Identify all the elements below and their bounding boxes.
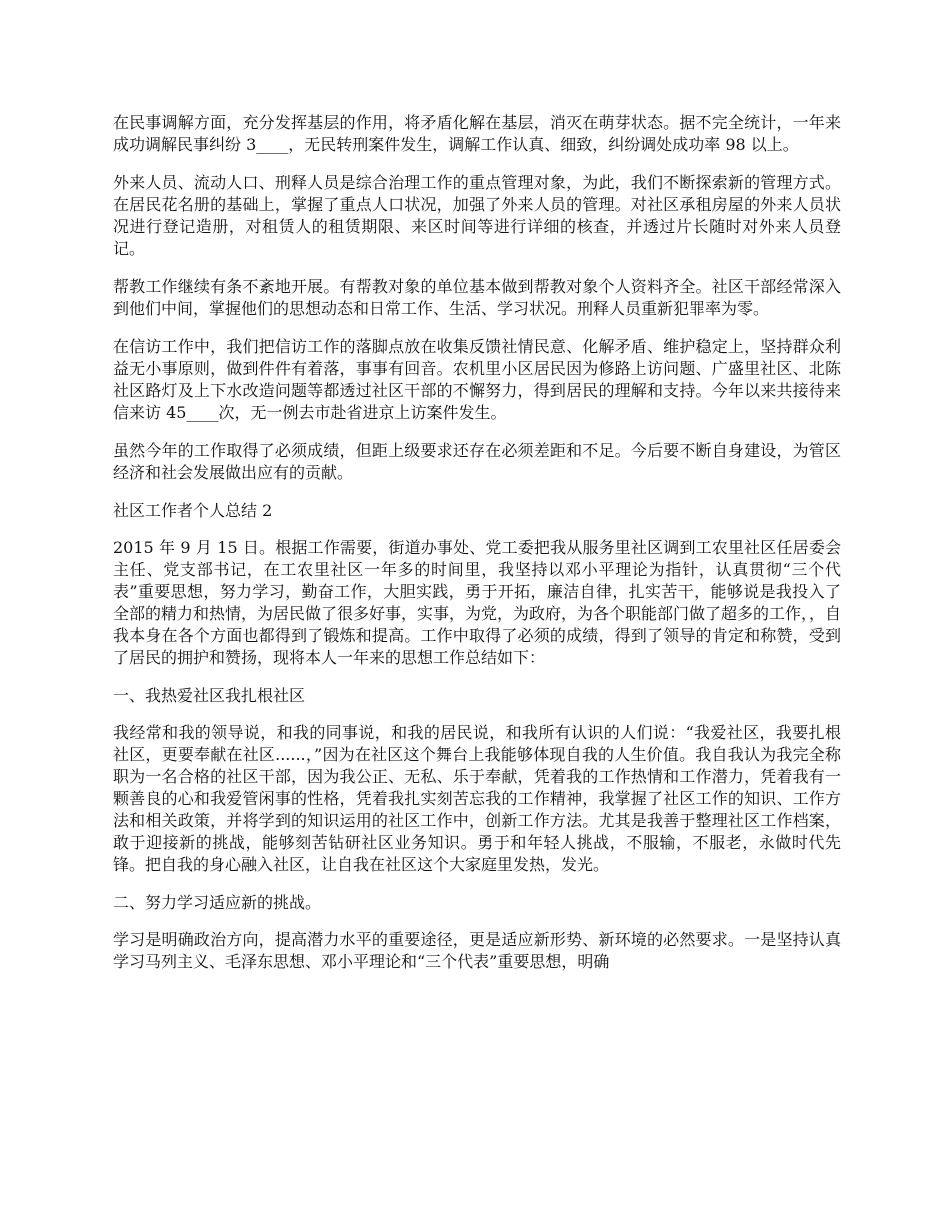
- section-title-summary-2: 社区工作者个人总结 2: [113, 501, 273, 520]
- paragraph-mediation: 在民事调解方面，充分发挥基层的作用，将矛盾化解在基层，消灭在萌芽状态。据不完全统计，一年来成功调解民事纠纷 3____，无民转刑案件发生，调解工作认真、细致，纠纷调处成功率 98 以上。: [113, 113, 841, 154]
- document-body: [113, 112, 841, 989]
- paragraph-conclusion: 虽然今年的工作取得了必须成绩，但距上级要求还存在必须差距和不足。今后要不断自身建设，为管区经济和社会发展做出应有的贡献。: [113, 441, 841, 482]
- section-heading-1: 一、我热爱社区我扎根社区: [113, 686, 306, 705]
- paragraph-love-community: 我经常和我的领导说，和我的同事说，和我的居民说，和我所有认识的人们说：“我爱社区，我要扎根社区，更要奉献在社区......，”因为在社区这个舞台上我能够体现自我的人生价值。我自我认为我完全称职为一名合格的社区干部，因为我公正、无私、乐于奉献，凭着我的工作热情和工作潜力，凭着我有一颗善良的心和我爱管闲事的性格，凭着我扎实刻苦忘我的工作精神，我掌握了社区工作的知识、工作方法和相关政策，并将学到的知识运用的社区工作中，创新工作方法。尤其是我善于整理社区工作档案，敢于迎接新的挑战，能够刻苦钻研社区业务知识。勇于和年轻人挑战，不服输，不服老，永做时代先锋。把自我的身心融入社区，让自我在社区这个大家庭里发热，发光。: [113, 723, 841, 874]
- paragraph-petitions: 在信访工作中，我们把信访工作的落脚点放在收集反馈社情民意、化解矛盾、维护稳定上，坚持群众利益无小事原则，做到件件有着落，事事有回音。农机里小区居民因为修路上访问题、广盛里社区、北陈社区路灯及上下水改造问题等都透过社区干部的不懈努力，得到居民的理解和支持。今年以来共接待来信来访 45____次，无一例去市赴省进京上访案件发生。: [113, 337, 841, 422]
- paragraph-introduction: 2015 年 9 月 15 日。根据工作需要，街道办事处、党工委把我从服务里社区调到工农里社区任居委会主任、党支部书记，在工农里社区一年多的时间里，我坚持以邓小平理论为指针，认真贯彻“三个代表”重要思想，努力学习，勤奋工作，大胆实践，勇于开拓，廉洁自律，扎实苦干，能够说是我投入了全部的精力和热情，为居民做了很多好事，实事，为党，为政府，为各个职能部门做了超多的工作，，自我本身在各个方面也都得到了锻炼和提高。工作中取得了必须的成绩，得到了领导的肯定和称赞，受到了居民的拥护和赞扬，现将本人一年来的思想工作总结如下：: [113, 538, 842, 667]
- paragraph-study: 学习是明确政治方向，提高潜力水平的重要途径，更是适应新形势、新环境的必然要求。一是坚持认真学习马列主义、毛泽东思想、邓小平理论和“三个代表”重要思想，明确: [113, 930, 841, 971]
- section-heading-2: 二、努力学习适应新的挑战。: [113, 893, 322, 912]
- paragraph-migrant-management: 外来人员、流动人口、刑释人员是综合治理工作的重点管理对象，为此，我们不断探索新的管理方式。在居民花名册的基础上，掌握了重点人口状况，加强了外来人员的管理。对社区承租房屋的外来人员状况进行登记造册，对租赁人的租赁期限、来区时间等进行详细的核查，并透过片长随时对外来人员登记。: [113, 173, 841, 258]
- paragraph-rehabilitation: 帮教工作继续有条不紊地开展。有帮教对象的单位基本做到帮教对象个人资料齐全。社区干部经常深入到他们中间，掌握他们的思想动态和日常工作、生活、学习状况。刑释人员重新犯罪率为零。: [113, 277, 841, 318]
